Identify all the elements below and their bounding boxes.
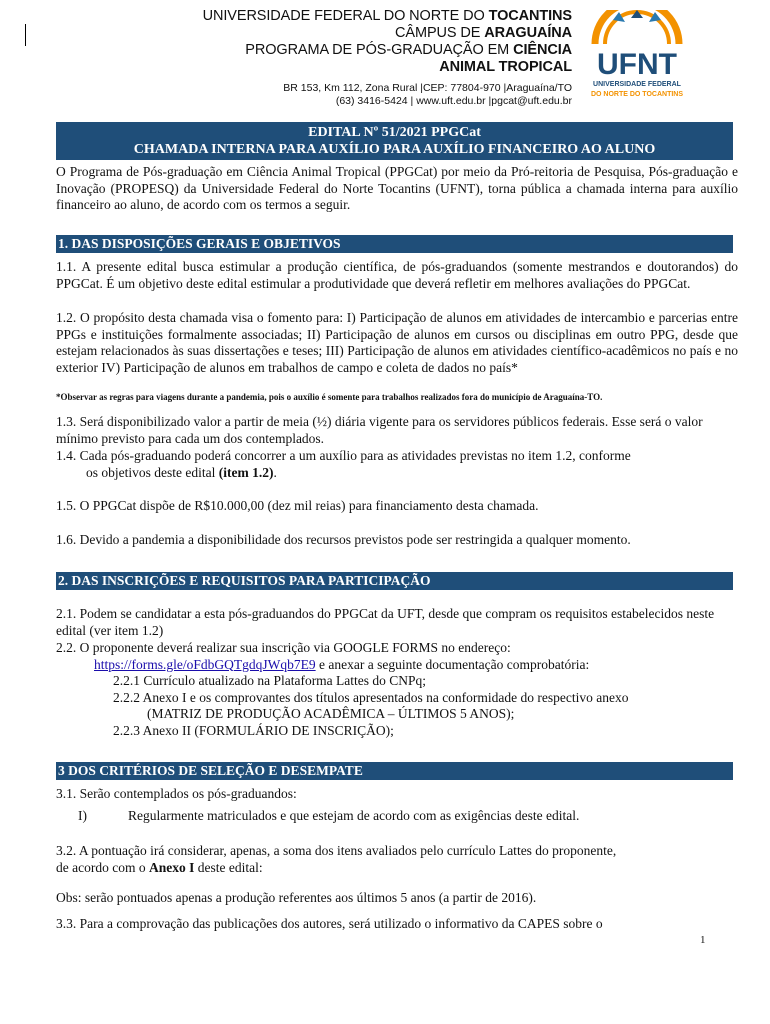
header-address-1: BR 153, Km 112, Zona Rural |CEP: 77804-970 |Araguaína/TO <box>283 82 572 94</box>
google-forms-link[interactable]: https://forms.gle/oFdbGQTgdqJWqb7E9 <box>94 656 316 672</box>
logo-sub-2: DO NORTE DO TOCANTINS <box>590 91 684 98</box>
paragraph-3-1: 3.1. Serão contemplados os pós-graduandos: <box>56 786 297 801</box>
institution-header <box>140 8 572 108</box>
section-2-heading: 2. DAS INSCRIÇÕES E REQUISITOS PARA PARTICIPAÇÃO <box>56 572 733 590</box>
list-item: 2.2.1 Currículo atualizado na Plataforma Lattes do CNPq; <box>113 673 427 688</box>
page-number: 1 <box>700 934 706 946</box>
obs-paragraph: Obs: serão pontuados apenas a produção referentes aos últimos 5 anos (a partir de 2016). <box>56 890 537 905</box>
logo-sub-1: UNIVERSIDADE FEDERAL <box>593 81 681 88</box>
header-line-3: PROGRAMA DE PÓS-GRADUAÇÃO EM CIÊNCIA <box>245 42 572 58</box>
header-line-1: UNIVERSIDADE FEDERAL DO NORTE DO TOCANTINS <box>202 8 572 24</box>
paragraph-1-5: 1.5. O PPGCat dispõe de R$10.000,00 (dez mil reias) para financiamento desta chamada. <box>56 498 539 513</box>
pandemic-note: *Observar as regras para viagens durante a pandemia, pois o auxílio é somente para trabalhos realizados fora do município de Araguaína-TO. <box>56 392 603 402</box>
logo-sun-icon <box>595 10 679 44</box>
header-line-2: CÂMPUS DE ARAGUAÍNA <box>395 25 572 41</box>
list-item: 2.2.3 Anexo II (FORMULÁRIO DE INSCRIÇÃO); <box>113 722 394 738</box>
paragraph-1-2: 1.2. O propósito desta chamada visa o fomento para: I) Participação de alunos em atividades de intercambio e parcerias entre PPGs e instituições formalmente associadas; II) Participação de alunos em cursos ou disciplinas em outro PPG, desde que estejam relacionados às suas dissertações e teses; III) Participação de alunos em atividades científico-acadêmicos no país e no exterior IV) Participação de alunos em trabalhos de campo e coleta de dados no país* <box>56 310 738 375</box>
header-address-2: (63) 3416-5424 | www.uft.edu.br |pgcat@uft.edu.br <box>335 95 572 107</box>
paragraph-3-2: 3.2. A pontuação irá considerar, apenas, a soma dos itens avaliados pelo currículo Lattes do proponente, de acordo com o Anexo I deste edital: <box>56 843 617 875</box>
list-item: (MATRIZ DE PRODUÇÃO ACADÊMICA – ÚLTIMOS 5 ANOS); <box>147 706 515 721</box>
paragraph-1-3: 1.3. Será disponibilizado valor a partir de meia (½) diária vigente para os servidores públicos federais. Esse será o valor mínimo previsto para cada um dos contemplados. <box>56 414 703 446</box>
paragraph-2-2: 2.2. O proponente deverá realizar sua inscrição via GOOGLE FORMS no endereço: https://forms.gle/oFdbGQTgdqJWqb7E9 e anexar a seguinte documentação comprobatória: <box>56 640 590 672</box>
ufnt-logo <box>583 10 691 102</box>
paragraph-3-3: 3.3. Para a comprovação das publicações dos autores, será utilizado o informativo da CAPES sobre o <box>56 916 603 931</box>
edital-title-bar <box>56 122 733 160</box>
paragraph-2-1: 2.1. Podem se candidatar a esta pós-graduandos do PPGCat da UFT, desde que compram os requisitos estabelecidos neste edital (ver item 1.2) <box>56 606 715 638</box>
section-3-heading: 3 DOS CRITÉRIOS DE SELEÇÃO E DESEMPATE <box>56 762 733 780</box>
header-line-4: ANIMAL TROPICAL <box>439 59 572 75</box>
list-item: 2.2.2 Anexo I e os comprovantes dos títulos apresentados na conformidade do respectivo anexo <box>113 689 629 705</box>
edital-title: CHAMADA INTERNA PARA AUXÍLIO PARA AUXÍLIO FINANCEIRO AO ALUNO <box>133 142 656 157</box>
document-list <box>113 673 733 739</box>
paragraph-1-6: 1.6. Devido a pandemia a disponibilidade dos recursos previstos pode ser restringida a qualquer momento. <box>56 532 631 547</box>
section-1-heading: 1. DAS DISPOSIÇÕES GERAIS E OBJETIVOS <box>56 235 733 253</box>
intro-paragraph: O Programa de Pós-graduação em Ciência Animal Tropical (PPGCat) por meio da Pró-reitoria de Pesquisa, Pós-graduação e Inovação (PROPESQ) da Universidade Federal do Norte Tocantins (UFNT), torna pública a chamada interna para auxílio financeiro ao aluno, de acordo com os termos a seguir. <box>56 164 738 212</box>
paragraph-1-4: 1.4. Cada pós-graduando poderá concorrer a um auxílio para as atividades previstas no item 1.2, conforme os objetivos deste edital (item 1.2). <box>56 448 631 480</box>
paragraph-1-1: 1.1. A presente edital busca estimular a produção científica, de pós-graduandos (somente mestrandos e doutorandos) do PPGCat. É um objetivo deste edital estimular a produtividade que deverá refletir em melhores avaliações do PPGCat. <box>56 259 738 291</box>
paragraph-3-1-item-I: I) Regularmente matriculados e que estejam de acordo com as exigências deste edital. <box>78 808 580 823</box>
edital-number: EDITAL Nº 51/2021 PPGCat <box>308 125 481 140</box>
text-cursor <box>25 24 26 46</box>
logo-text: UFNT <box>597 48 677 81</box>
